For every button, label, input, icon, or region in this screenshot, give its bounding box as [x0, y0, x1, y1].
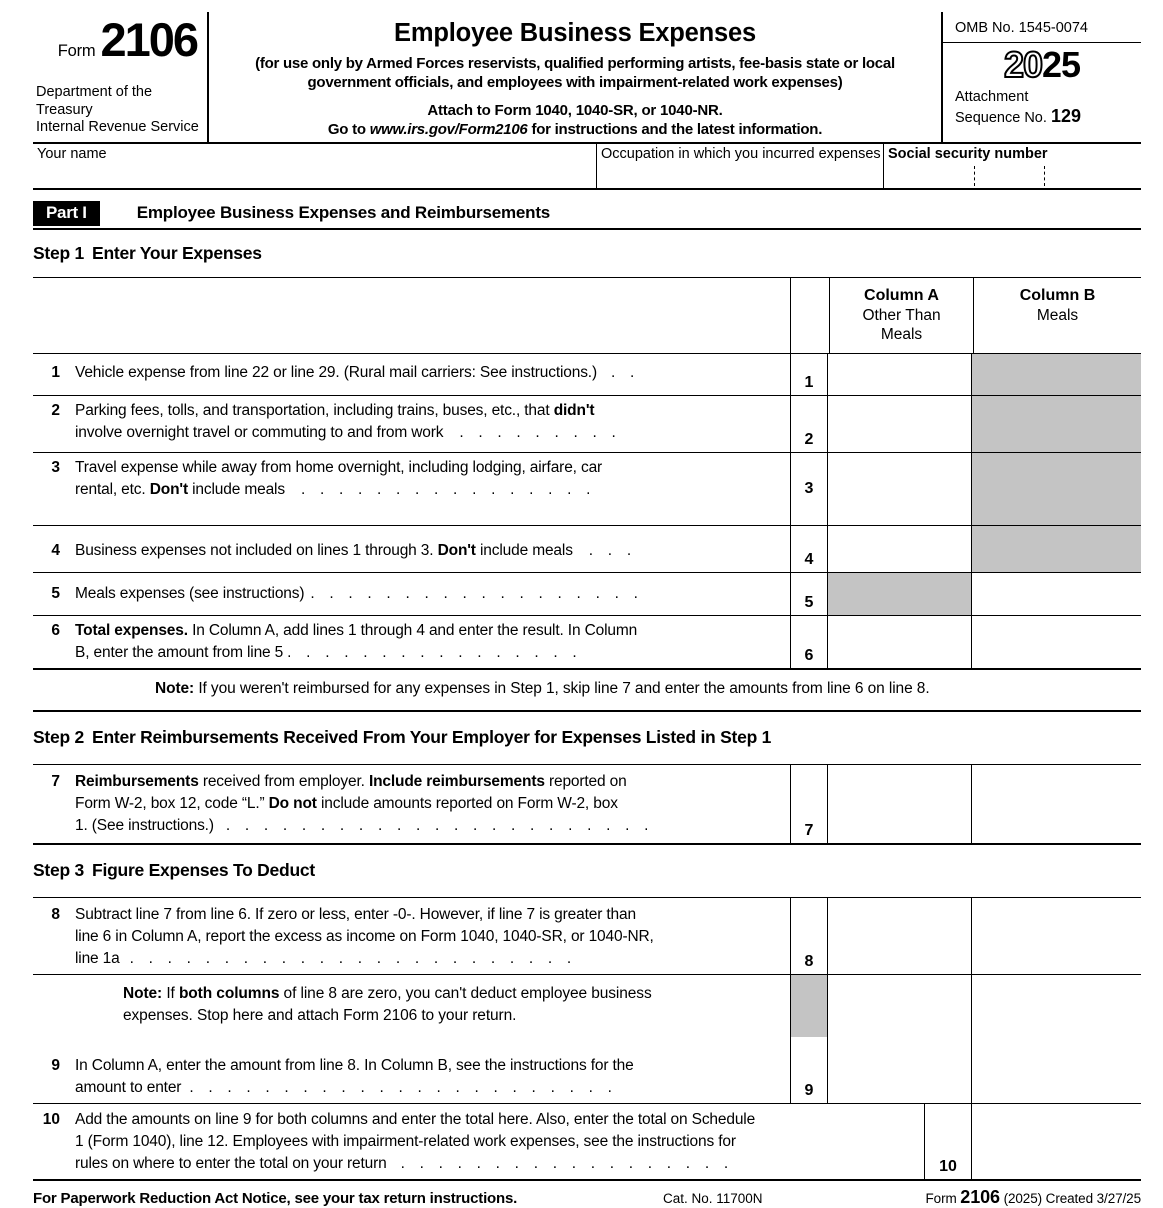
goto-url[interactable]: www.irs.gov/Form2106: [369, 121, 528, 139]
line-2-box-number: 2: [804, 431, 814, 448]
line-9-text: [75, 1055, 784, 1099]
line-7-box-number: 7: [804, 822, 814, 839]
line-9-number-box: [790, 975, 828, 1103]
line-3-box-number: 3: [804, 480, 814, 497]
line-8-text: [75, 904, 784, 970]
step-1-note-text: If you weren't reimbursed for any expenses in Step 1, skip line 7 and enter the amounts from line 6 on line 8.: [194, 680, 930, 697]
column-b-sub: Meals: [1036, 307, 1079, 324]
header-title-block: [209, 12, 943, 142]
column-a-header: [830, 278, 974, 353]
line-9-description-a: In Column A, enter the amount from line 8. In Column B, see the instructions for the: [75, 1056, 634, 1074]
line-6-number-box: [790, 616, 828, 668]
step-3-table: [33, 898, 1141, 1181]
line-7-number-box: [790, 765, 828, 843]
footer-created-date: Created 3/27/25: [1042, 1190, 1141, 1206]
line-7-description-a: received from employer.: [198, 773, 369, 790]
step-3-note-line-1: [123, 983, 784, 1005]
header-form-identity: [33, 12, 209, 142]
step-3-number: Step 3: [33, 860, 85, 880]
line-6-leader: . . . . . . . . . . . . . . . .: [287, 644, 582, 661]
step-2-number: Step 2: [33, 727, 85, 747]
table-row: [33, 526, 1141, 573]
table-row: [33, 396, 1141, 453]
line-9-column-b-input[interactable]: [972, 975, 1141, 1103]
step-3-heading: [33, 845, 1141, 897]
line-8-number-box: [790, 898, 828, 974]
table-row: [33, 616, 1141, 668]
line-3-number-box: [790, 453, 828, 525]
line-7-text-cell: [33, 765, 790, 843]
line-4-column-a-input[interactable]: [828, 526, 972, 572]
line-9-description-b: amount to enter: [75, 1078, 182, 1096]
line-3-column-b-shaded: [972, 453, 1141, 525]
table-row: [33, 354, 1141, 396]
line-5-text-cell: [33, 573, 790, 615]
line-8-column-a-input[interactable]: [828, 898, 972, 974]
part-one-title: Employee Business Expenses and Reimbursements: [136, 203, 551, 222]
column-header-spacer: [33, 278, 790, 353]
footer-form-number: 2106: [960, 1186, 1000, 1207]
step-1-table: [33, 353, 1141, 670]
table-row: [33, 765, 1141, 843]
step-3-note: [33, 983, 784, 1033]
attachment-sequence-number: 129: [1050, 106, 1081, 127]
ssn-divider-2: [1044, 166, 1045, 186]
line-9-box-number: 9: [804, 1081, 814, 1099]
line-8-description-c: line 1a: [75, 950, 120, 967]
line-6-column-a-input[interactable]: [828, 616, 972, 668]
line-6-text: [75, 620, 784, 664]
part-one-header: [33, 198, 1141, 228]
line-5-number: 5: [51, 585, 60, 602]
part-one-tag: Part I: [33, 201, 100, 226]
your-name-field[interactable]: [33, 144, 597, 188]
line-10-box-number: 10: [939, 1157, 957, 1175]
line-2-column-b-shaded: [972, 396, 1141, 452]
line-8-description-b: line 6 in Column A, report the excess as income on Form 1040, 1040-SR, or 1040-NR,: [75, 928, 654, 945]
column-a-sub-1: Other Than: [862, 307, 941, 324]
footer-form-prefix: Form: [925, 1190, 961, 1206]
header-omb-block: [943, 12, 1141, 142]
step-1-note: [33, 670, 1141, 710]
line-3-number: 3: [51, 459, 60, 476]
line-8-description-a: Subtract line 7 from line 6. If zero or less, enter -0-. However, if line 7 is greater than: [75, 906, 636, 923]
column-b-title: Column B: [1019, 287, 1096, 304]
step-2-table: [33, 765, 1141, 845]
occupation-field[interactable]: [597, 144, 884, 188]
line-1-number-box: [790, 354, 828, 395]
line-3-text-cell: [33, 453, 790, 525]
line-5-leader: . . . . . . . . . . . . . . . . . .: [310, 585, 644, 602]
line-2-leader: . . . . . . . . .: [459, 424, 621, 441]
step-2-heading: [33, 712, 1141, 764]
paperwork-notice: For Paperwork Reduction Act Notice, see your tax return instructions.: [33, 1189, 518, 1207]
attachment-label: Attachment: [955, 89, 1029, 105]
attachment-sequence-row: [955, 106, 1141, 127]
line-5-column-b-input[interactable]: [972, 573, 1141, 615]
line-4-description-b: include meals: [475, 542, 573, 559]
table-row: [33, 898, 1141, 975]
line-3-column-a-input[interactable]: [828, 453, 972, 525]
line-2-number: 2: [51, 402, 60, 419]
line-6-box-number: 6: [804, 647, 814, 664]
line-4-emphasis: Don't: [437, 542, 476, 559]
footer-form-id: [893, 1187, 1141, 1208]
line-3-emphasis: Don't: [149, 481, 188, 498]
step-3-note-text-a: If: [162, 985, 179, 1002]
step-1-heading: [33, 230, 1141, 277]
form-label: Form: [57, 42, 96, 60]
line-1-number: 1: [51, 364, 60, 381]
line-10-description-a: Add the amounts on line 9 for both columns and enter the total here. Also, enter the total on Schedule: [75, 1110, 756, 1128]
form-footer: [33, 1181, 1141, 1208]
line-4-text-cell: [33, 526, 790, 572]
line-6-column-b-input[interactable]: [972, 616, 1141, 668]
form-subtitle-line-2: government officials, and employees with impairment-related work expenses): [307, 74, 843, 92]
line-4-leader: . . .: [588, 542, 637, 559]
line-1-text: [75, 362, 784, 384]
your-name-label: Your name: [37, 146, 107, 162]
line-3-description-a: Travel expense while away from home overnight, including lodging, airfare, car: [75, 459, 603, 476]
line-5-number-box: [790, 573, 828, 615]
line-4-box-number: 4: [804, 551, 814, 568]
form-number: 2106: [100, 13, 197, 66]
line-1-leader: . .: [610, 364, 640, 381]
step-3-note-emphasis: both columns: [178, 985, 280, 1002]
line-4-number-box: [790, 526, 828, 572]
tax-year: [943, 43, 1141, 83]
form-subtitle-line-1: (for use only by Armed Forces reservists, qualified performing artists, fee-basis state or local: [255, 55, 895, 72]
line-10-text: [75, 1109, 918, 1175]
attachment-sequence-block: [943, 83, 1141, 127]
goto-instruction: [219, 121, 931, 138]
line-7-emphasis-1: Reimbursements: [75, 773, 199, 790]
line-7-emphasis-3: Do not: [268, 795, 317, 812]
step-1-title: Enter Your Expenses: [92, 243, 262, 263]
form-number-row: [33, 13, 207, 66]
table-row: [33, 975, 1141, 1104]
line-10-description-b: 1 (Form 1040), line 12. Employees with impairment-related work expenses, see the instructions for: [75, 1132, 736, 1150]
form-header: [33, 12, 1141, 144]
line-5-text: [75, 583, 784, 605]
line-2-description-a: Parking fees, tolls, and transportation, including trains, buses, etc., that: [75, 402, 554, 419]
line-6-description-b: B, enter the amount from line 5: [75, 644, 284, 661]
line-5-description: Meals expenses (see instructions): [75, 585, 305, 602]
identity-row: [33, 144, 1141, 190]
catalog-number: Cat. No. 11700N: [663, 1190, 763, 1206]
line-9-shaded-spacer: [791, 975, 827, 1037]
line-10-leader: . . . . . . . . . . . . . . . . . .: [400, 1154, 734, 1172]
line-2-text: [75, 400, 784, 444]
line-8-number: 8: [51, 906, 60, 923]
line-9-number: 9: [51, 1056, 60, 1074]
line-7-number: 7: [51, 773, 60, 790]
step-1-number: Step 1: [33, 243, 85, 263]
column-a-title: Column A: [864, 287, 939, 304]
footer-form-year: (2025): [999, 1190, 1043, 1206]
column-header-row: [33, 278, 1141, 353]
line-1-box-number: 1: [804, 374, 814, 391]
line-2-text-cell: [33, 396, 790, 452]
line-10-number-box: [924, 1104, 972, 1179]
line-10-text-cell: [33, 1104, 924, 1179]
table-row: [33, 1104, 1141, 1179]
table-row: [33, 573, 1141, 616]
column-header-number-col: [790, 278, 830, 353]
tax-year-digits: 25: [1042, 44, 1081, 85]
ssn-label: Social security number: [888, 146, 1048, 162]
line-7-leader: . . . . . . . . . . . . . . . . . . . . . . .: [225, 817, 654, 834]
step-3-note-text-b: of line 8 are zero, you can't deduct employee business: [279, 985, 652, 1002]
line-10-total-input[interactable]: [972, 1104, 1141, 1179]
line-2-column-a-input[interactable]: [828, 396, 972, 452]
line-7-column-a-input[interactable]: [828, 765, 972, 843]
line-9-text-cell: [33, 975, 790, 1103]
step-3-title: Figure Expenses To Deduct: [92, 860, 315, 880]
line-7-description-d: include amounts reported on Form W-2, box: [316, 795, 618, 812]
line-7-emphasis-2: Include reimbursements: [368, 773, 545, 790]
department-line-1: Department of the Treasury: [36, 83, 153, 118]
ssn-field[interactable]: [884, 144, 1141, 188]
line-10-description-c: rules on where to enter the total on your return: [75, 1154, 387, 1172]
step-3-note-label: Note:: [123, 985, 163, 1002]
line-3-leader: . . . . . . . . . . . . . . . .: [300, 481, 596, 498]
occupation-label: Occupation in which you incurred expenses: [601, 146, 881, 162]
goto-prefix: Go to: [327, 121, 370, 139]
line-6-emphasis: Total expenses.: [75, 622, 188, 639]
line-6-description-a: In Column A, add lines 1 through 4 and enter the result. In Column: [187, 622, 638, 639]
department-line-2: Internal Revenue Service: [36, 119, 199, 136]
form-sheet: [33, 12, 1141, 1208]
line-3-description-b1: rental, etc.: [75, 481, 150, 498]
line-4-number: 4: [51, 542, 60, 559]
column-a-sub-2: Meals: [880, 326, 923, 344]
line-1-column-b-shaded: [972, 354, 1141, 395]
line-9-leader: . . . . . . . . . . . . . . . . . . . . . . .: [189, 1078, 618, 1096]
line-7-text: [75, 771, 784, 837]
line-3-text: [75, 457, 784, 501]
omb-number: OMB No. 1545-0074: [943, 12, 1141, 43]
line-7-description-e: 1. (See instructions.): [75, 817, 214, 834]
line-5-box-number: 5: [804, 594, 814, 611]
form-subtitle: [219, 54, 931, 92]
line-7-description-b: reported on: [544, 773, 627, 790]
line-10-number: 10: [42, 1110, 60, 1128]
line-4-column-b-shaded: [972, 526, 1141, 572]
line-8-box-number: 8: [804, 953, 814, 970]
line-8-column-b-input[interactable]: [972, 898, 1141, 974]
line-7-description-c: Form W-2, box 12, code “L.”: [75, 795, 269, 812]
step-3-note-line-2: expenses. Stop here and attach Form 2106 to your return.: [123, 1007, 517, 1025]
line-4-text: [75, 540, 784, 562]
line-3-description-b2: include meals: [187, 481, 285, 498]
line-1-column-a-input[interactable]: [828, 354, 972, 395]
line-6-number: 6: [51, 622, 60, 639]
line-6-text-cell: [33, 616, 790, 668]
line-5-column-a-shaded: [828, 573, 972, 615]
line-8-leader: . . . . . . . . . . . . . . . . . . . . . . . .: [129, 950, 577, 967]
line-8-text-cell: [33, 898, 790, 974]
form-title: Employee Business Expenses: [394, 19, 756, 47]
line-2-description-b: involve overnight travel or commuting to and from work: [75, 424, 444, 441]
line-2-emphasis: didn't: [553, 402, 595, 419]
step-1-note-label: Note:: [155, 680, 195, 697]
column-b-header: [974, 278, 1141, 353]
line-7-column-b-input[interactable]: [972, 765, 1141, 843]
line-2-number-box: [790, 396, 828, 452]
ssn-divider-1: [974, 166, 975, 186]
department-block: [36, 84, 207, 137]
attachment-sequence-label: Sequence No.: [955, 110, 1047, 127]
table-row: [33, 453, 1141, 526]
tax-year-century: 20: [1003, 44, 1042, 85]
attach-to-instruction: Attach to Form 1040, 1040-SR, or 1040-NR.: [427, 102, 723, 120]
goto-suffix: for instructions and the latest information.: [527, 121, 823, 139]
line-1-text-cell: [33, 354, 790, 395]
line-9-column-a-input[interactable]: [828, 975, 972, 1103]
line-1-description: Vehicle expense from line 22 or line 29. (Rural mail carriers: See instructions.): [75, 364, 597, 381]
step-2-title: Enter Reimbursements Received From Your Employer for Expenses Listed in Step 1: [92, 727, 772, 747]
line-4-description-a: Business expenses not included on lines 1 through 3.: [75, 542, 438, 559]
